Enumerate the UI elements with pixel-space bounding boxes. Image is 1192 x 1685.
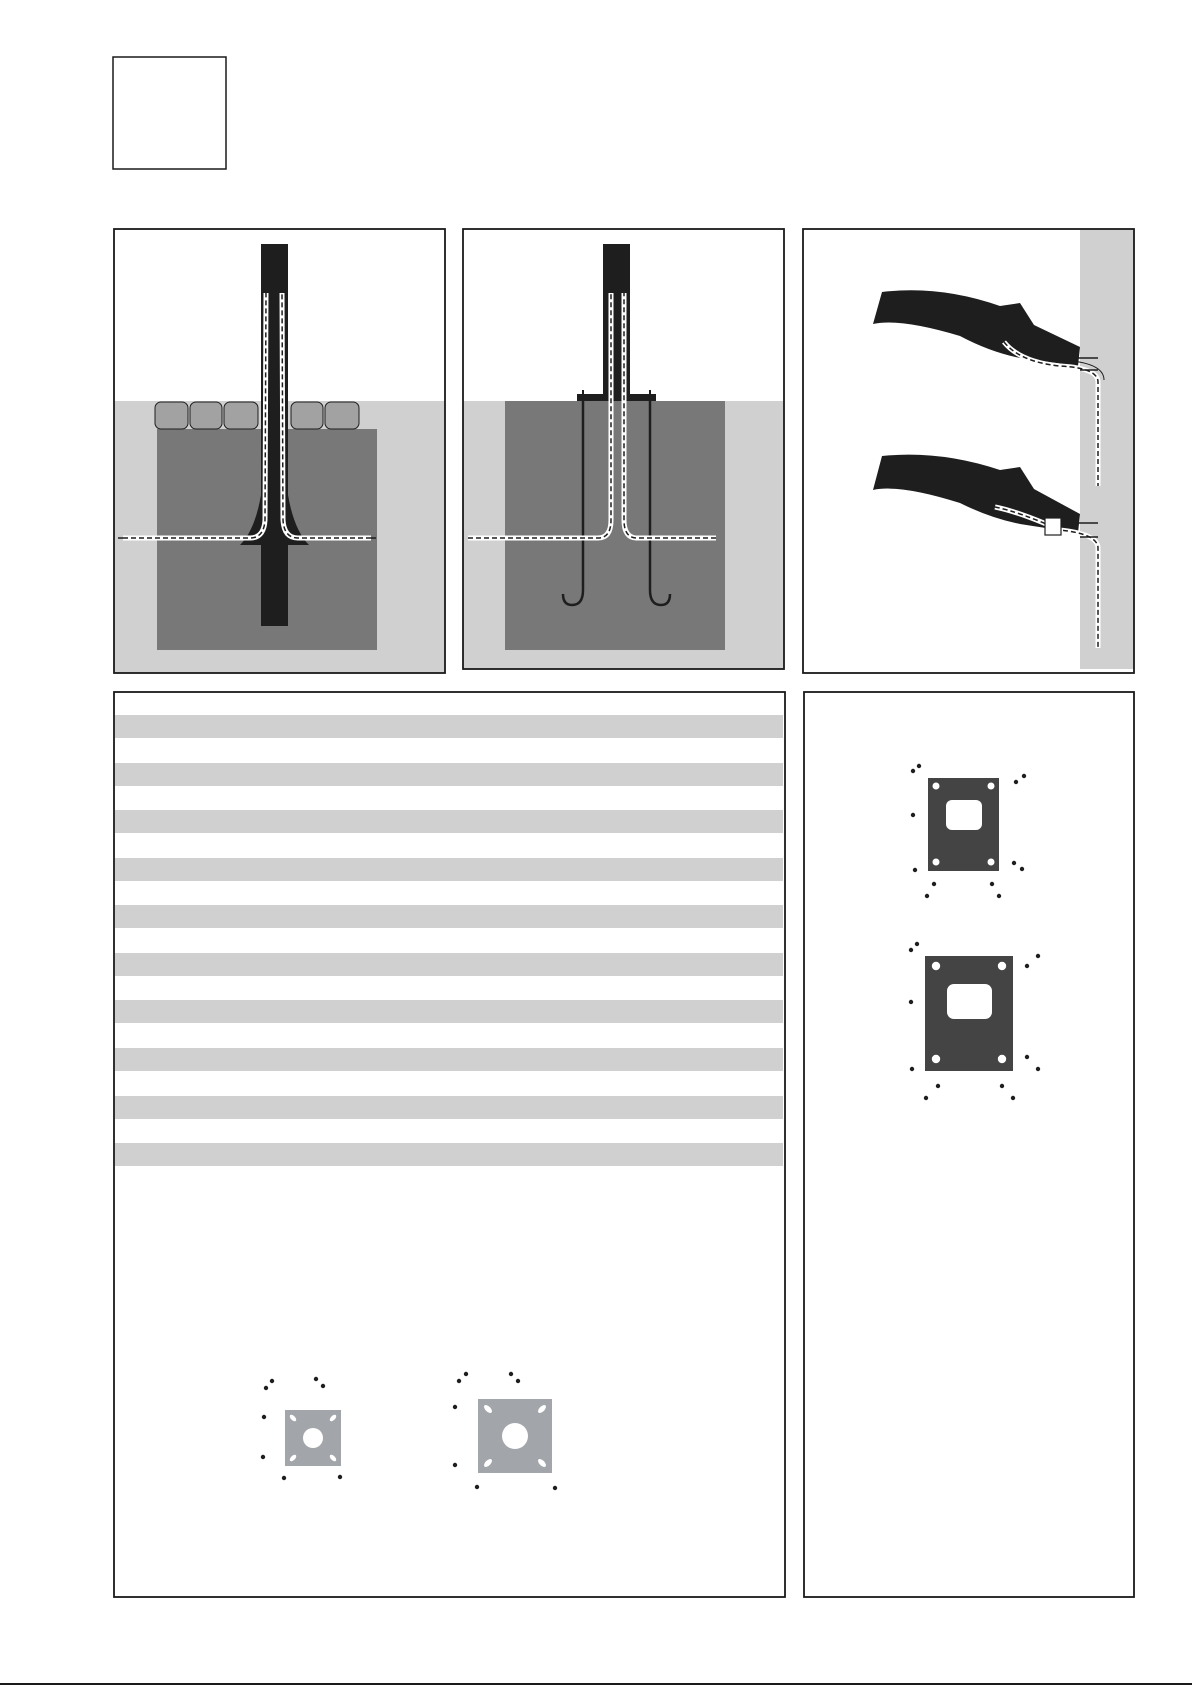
table-row (115, 1143, 783, 1166)
section-label-box (113, 57, 226, 169)
concrete-foundation-2 (505, 401, 725, 650)
panel-pole-embedded (114, 229, 445, 673)
wall-strip (1080, 229, 1134, 669)
panel-pole-anchor-bolts (463, 229, 784, 669)
cable-clamp (1045, 518, 1061, 535)
paving-stones (155, 402, 359, 429)
table-row (115, 905, 783, 928)
table-row (115, 763, 783, 786)
table-row (115, 810, 783, 833)
panel-base-plates (804, 692, 1134, 1597)
table-row (115, 1000, 783, 1023)
table-row (115, 1096, 783, 1119)
table-row (115, 715, 783, 738)
table-row (115, 1048, 783, 1071)
table-row (115, 953, 783, 976)
anchor-base-plate (577, 394, 656, 401)
table-row (115, 858, 783, 881)
panel-dimension-table (114, 692, 785, 1597)
panel-cable-connection (803, 229, 1134, 673)
